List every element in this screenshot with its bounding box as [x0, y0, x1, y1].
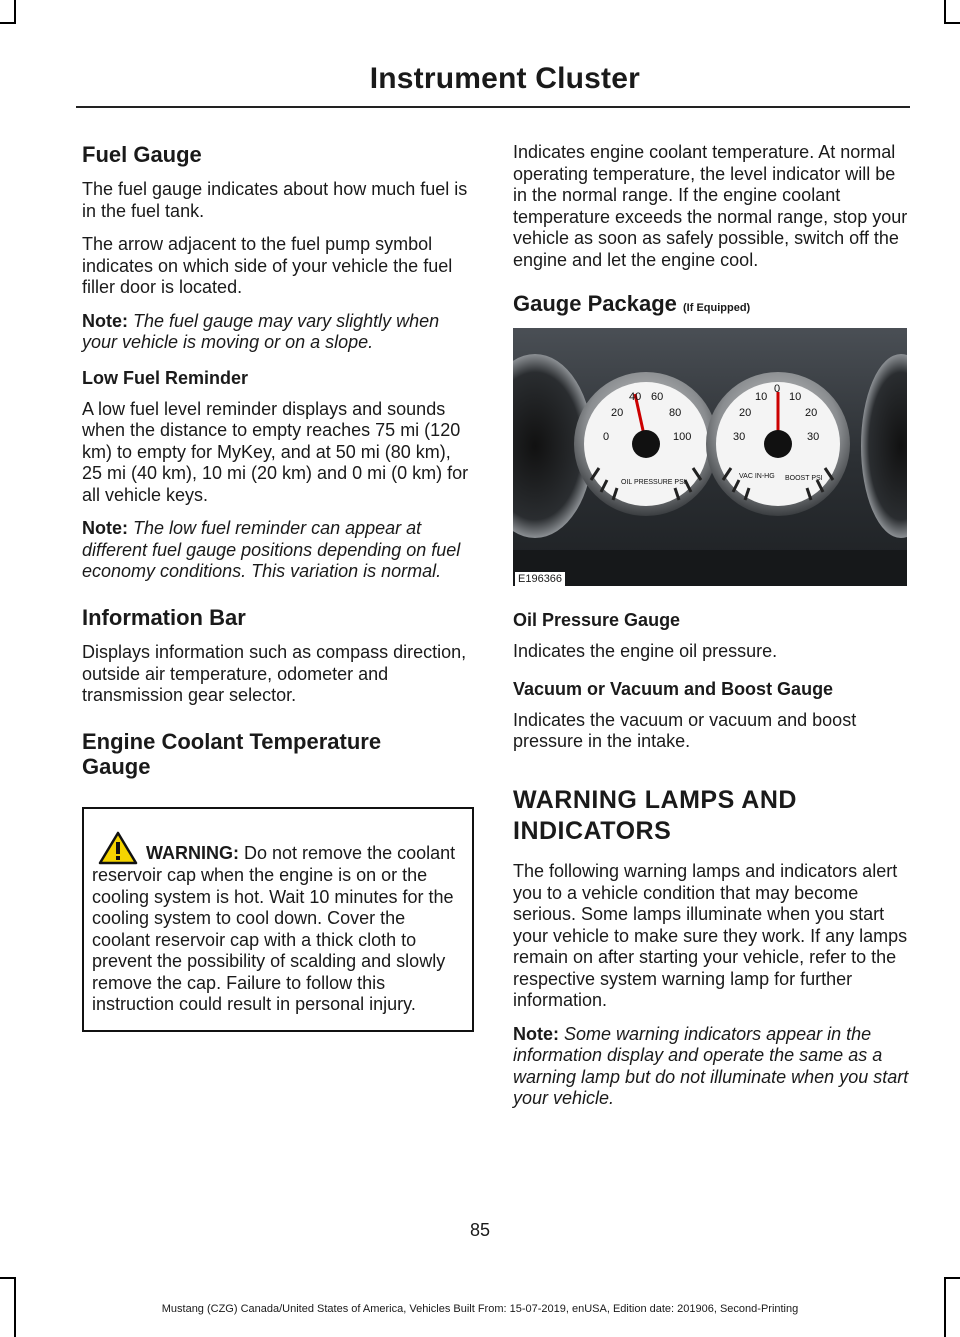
note-label: Note:	[82, 518, 128, 539]
gauge1-tick: 0	[603, 431, 610, 444]
header-rule	[76, 106, 910, 108]
gauge2-tick: 20	[739, 407, 752, 420]
warning-box	[82, 807, 474, 1032]
gauge2-label-boost: BOOST PSI	[785, 475, 823, 483]
warning-text: Do not remove the coolant reservoir cap when the engine is on or the cooling system is hot. Wait 10 minutes for the cooling system to cool down. Cover the coolant reservoir cap with a thick cloth to prevent the possibility of scalding and slowly remove the cap. Failure to follow this instruction could result in personal injury.	[92, 843, 456, 1015]
gauge1-tick: 80	[669, 407, 682, 420]
figure-code: E196366	[515, 572, 565, 586]
oil-pressure-gauge	[574, 372, 718, 516]
gauge2-tick: 10	[755, 391, 768, 404]
low-fuel-heading: Low Fuel Reminder	[82, 367, 249, 388]
oil-pressure-heading: Oil Pressure Gauge	[513, 610, 681, 631]
note-text: Some warning indicators appear in the information display and operate the same as a warning lamp but do not illuminate when you start your vehicle.	[513, 1023, 909, 1109]
page-footer: Mustang (CZG) Canada/United States of America, Vehicles Built From: 15-07-2019, enUSA, Edition date: 201906, Second-Printing	[161, 1303, 799, 1315]
note-text: The fuel gauge may vary slightly when your vehicle is moving or on a slope.	[82, 310, 440, 353]
crop-mark	[0, 1277, 16, 1279]
gauge2-label-vac: VAC IN-HG	[739, 473, 775, 481]
gauge2-tick: 0	[774, 383, 781, 396]
coolant-para: Indicates engine coolant temperature. At normal operating temperature, the level indicator will be in the normal range. If the engine coolant temperature exceeds the normal range, stop your vehicle as soon as safely possible, switch off the engine and let the engine cool.	[513, 142, 908, 270]
gauge1-tick: 60	[651, 391, 664, 404]
vacuum-boost-gauge	[706, 372, 850, 516]
gauge1-label: OIL PRESSURE PSI	[621, 479, 686, 487]
vacuum-para: Indicates the vacuum or vacuum and boost pressure in the intake.	[513, 709, 857, 752]
vacuum-heading: Vacuum or Vacuum and Boost Gauge	[513, 678, 834, 699]
note-text: The low fuel reminder can appear at different fuel gauge positions depending on fuel economy conditions. This variation is normal.	[82, 518, 461, 582]
fuel-gauge-para-2: The arrow adjacent to the fuel pump symbol indicates on which side of your vehicle the fuel filler door is located.	[82, 234, 453, 298]
gauge2-tick: 30	[807, 431, 820, 444]
gauge2-tick: 20	[805, 407, 818, 420]
warning-lamps-title-line1: WARNING LAMPS AND	[513, 785, 797, 814]
crop-mark	[944, 22, 960, 24]
fuel-gauge-para-1: The fuel gauge indicates about how much fuel is in the fuel tank.	[82, 179, 468, 221]
note-label: Note:	[513, 1023, 559, 1044]
gauge-package-illustration	[513, 328, 907, 586]
crop-mark	[14, 0, 16, 24]
oil-pressure-para: Indicates the engine oil pressure.	[513, 641, 778, 662]
warning-lamps-title-line2: INDICATORS	[513, 817, 672, 846]
low-fuel-note	[82, 518, 474, 583]
fuel-gauge-heading: Fuel Gauge	[82, 142, 202, 167]
crop-mark	[0, 22, 16, 24]
coolant-heading: Engine Coolant Temperature Gauge	[82, 728, 382, 779]
warning-lamps-note	[513, 1024, 909, 1110]
info-bar-para: Displays information such as compass direction, outside air temperature, odometer and transmission gear selector.	[82, 642, 467, 706]
crop-mark	[944, 1277, 960, 1279]
gauge1-tick: 100	[673, 431, 692, 444]
page-number: 85	[469, 1220, 491, 1240]
warning-lamps-para: The following warning lamps and indicators alert you to a vehicle condition that may become serious. Some lamps illuminate when you start your vehicle to make sure they work. If any lamps remain on after starting your vehicle, refer to the respective system warning lamp for further information.	[513, 861, 908, 1011]
info-bar-heading: Information Bar	[82, 604, 246, 630]
page-header-title: Instrument Cluster	[369, 62, 640, 95]
if-equipped-tag: (If Equipped)	[683, 302, 751, 314]
gauge1-tick: 40	[629, 391, 642, 404]
right-column	[513, 142, 909, 1122]
crop-mark	[944, 0, 946, 24]
gauge1-tick: 20	[611, 407, 624, 420]
gauge-package-figure	[513, 328, 907, 586]
fuel-gauge-note	[82, 311, 474, 354]
gauge2-tick: 30	[733, 431, 746, 444]
low-fuel-para: A low fuel level reminder displays and sounds when the distance to empty reaches 75 mi (120 km) to empty for MyKey, and at 50 mi (80 km), 25 mi (40 km), 10 mi (20 km) and 0 mi (0 km) for all vehicle keys.	[82, 398, 469, 505]
gauge-package-title: Gauge Package	[513, 291, 677, 316]
gauge-package-heading	[513, 291, 909, 316]
warning-label: WARNING:	[146, 843, 239, 864]
warning-lamps-heading	[513, 785, 909, 848]
left-column	[82, 142, 474, 1032]
gauge2-tick: 10	[789, 391, 802, 404]
note-label: Note:	[82, 310, 128, 331]
warning-triangle-icon	[98, 831, 138, 865]
